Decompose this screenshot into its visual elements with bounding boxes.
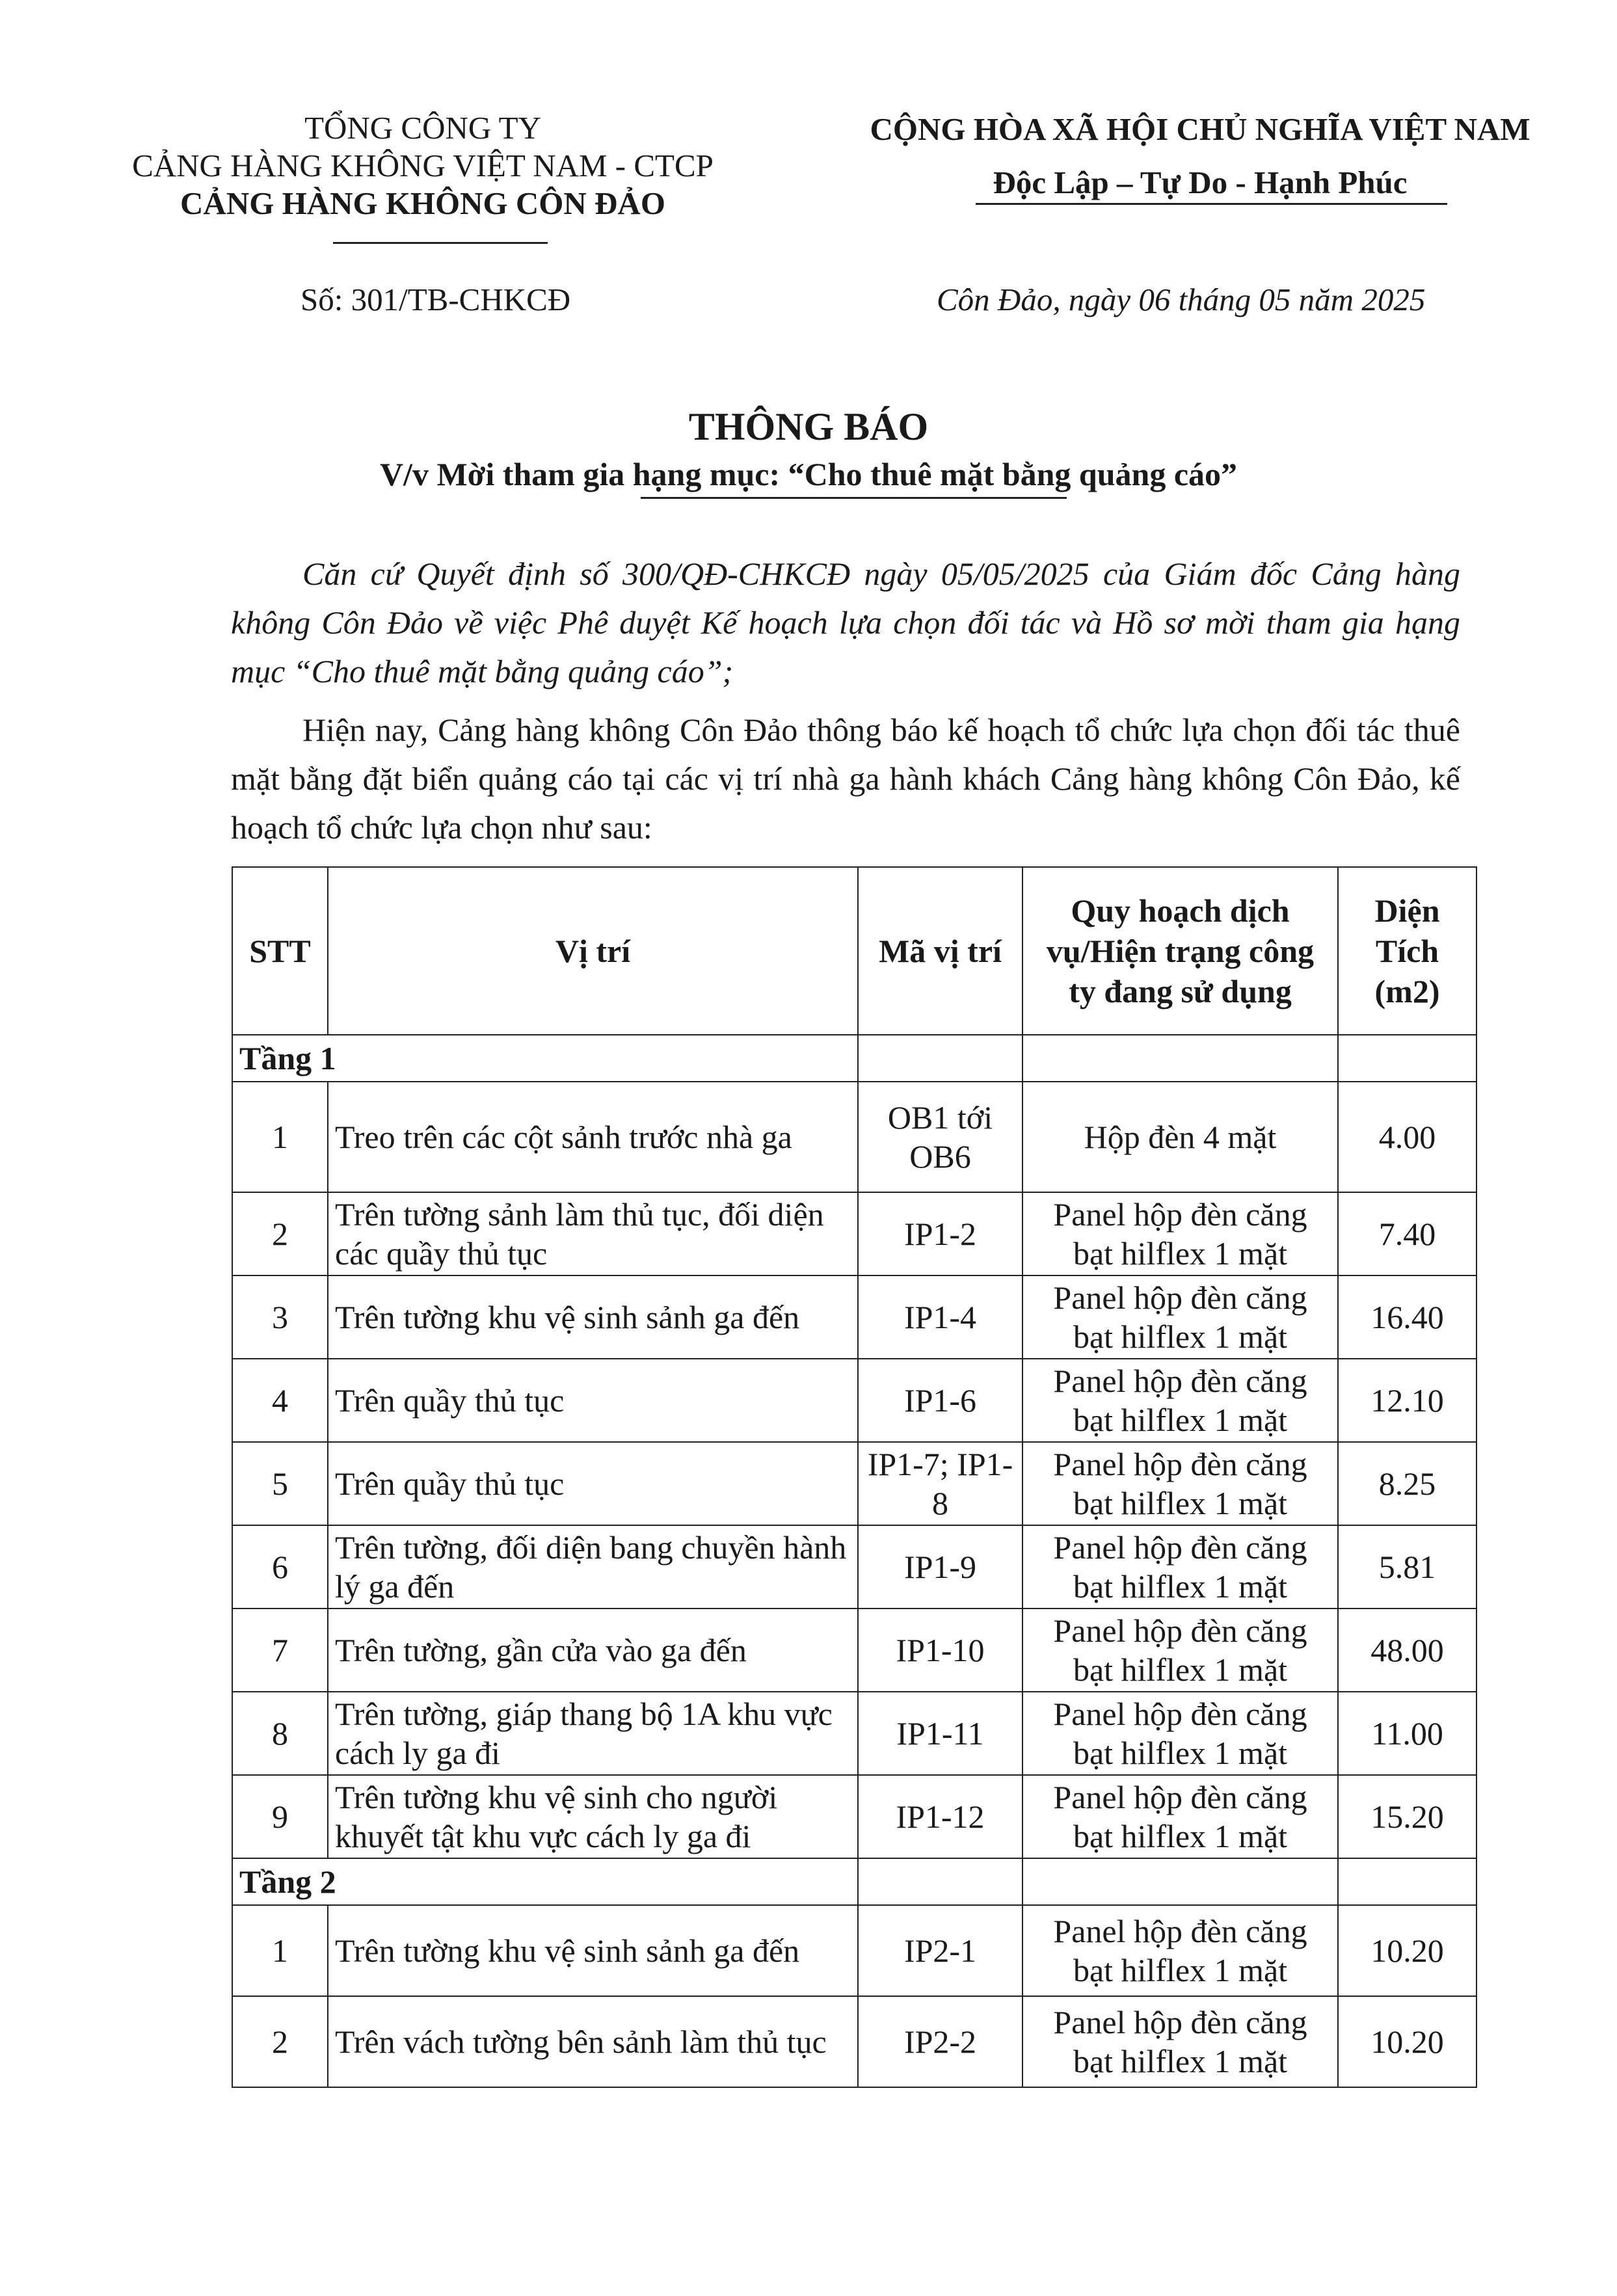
floor-label: Tầng 2 <box>232 1858 858 1905</box>
cell-code: IP1-7; IP1-8 <box>858 1442 1022 1525</box>
cell-location: Trên tường sảnh làm thủ tục, đối diện các quầy thủ tục <box>328 1192 858 1275</box>
floor-label: Tầng 1 <box>232 1035 858 1082</box>
document-subject: V/v Mời tham gia hạng mục: “Cho thuê mặt bằng quảng cáo” <box>379 456 1238 492</box>
cell-service: Panel hộp đèn căng bạt hilflex 1 mặt <box>1022 1525 1338 1609</box>
cell-stt: 8 <box>232 1692 328 1775</box>
cell-area: 10.20 <box>1338 1996 1477 2087</box>
table-row <box>232 1082 1477 1192</box>
cell-stt: 1 <box>232 1905 328 1996</box>
national-heading <box>839 103 1561 209</box>
cell-service: Panel hộp đèn căng bạt hilflex 1 mặt <box>1022 1442 1338 1525</box>
announcement-paragraph <box>231 706 1460 852</box>
cell-stt: 3 <box>232 1275 328 1359</box>
cell-code: IP1-6 <box>858 1359 1022 1442</box>
cell-service: Panel hộp đèn căng bạt hilflex 1 mặt <box>1022 1905 1338 1996</box>
table-row <box>232 1905 1477 1996</box>
header-area: Diện Tích (m2) <box>1338 867 1477 1035</box>
cell-stt: 9 <box>232 1775 328 1858</box>
nation-name: CỘNG HÒA XÃ HỘI CHỦ NGHĨA VIỆT NAM <box>870 111 1530 147</box>
cell-service: Hộp đèn 4 mặt <box>1022 1082 1338 1192</box>
cell-service: Panel hộp đèn căng bạt hilflex 1 mặt <box>1022 1609 1338 1692</box>
cell-code: OB1 tới OB6 <box>858 1082 1022 1192</box>
cell-code: IP1-4 <box>858 1275 1022 1359</box>
table-row <box>232 1359 1477 1442</box>
org-name: CẢNG HÀNG KHÔNG CÔN ĐẢO <box>180 185 665 221</box>
cell-stt: 1 <box>232 1082 328 1192</box>
cell-area: 8.25 <box>1338 1442 1477 1525</box>
paragraph-text: Hiện nay, Cảng hàng không Côn Đảo thông báo kế hoạch tổ chức lựa chọn đối tác thuê mặt bằng đặt biển quảng cáo tại các vị trí nhà ga hành khách Cảng hàng không Côn Đảo, kế hoạch tổ chức lựa chọn như sau: <box>231 712 1460 846</box>
cell-area: 16.40 <box>1338 1275 1477 1359</box>
cell-code: IP2-2 <box>858 1996 1022 2087</box>
cell-stt: 4 <box>232 1359 328 1442</box>
document-title: THÔNG BÁO <box>688 405 929 448</box>
cell-area: 12.10 <box>1338 1359 1477 1442</box>
cell-area: 11.00 <box>1338 1692 1477 1775</box>
cell-code: IP1-9 <box>858 1525 1022 1609</box>
cell-service: Panel hộp đèn căng bạt hilflex 1 mặt <box>1022 1192 1338 1275</box>
header-location: Vị trí <box>328 867 858 1035</box>
table-row <box>232 1275 1477 1359</box>
national-motto: Độc Lập – Tự Do - Hạnh Phúc <box>993 165 1408 200</box>
cell-location: Trên quầy thủ tục <box>328 1359 858 1442</box>
org-parent-line2: CẢNG HÀNG KHÔNG VIỆT NAM - CTCP <box>132 148 714 183</box>
document-date: Côn Đảo, ngày 06 tháng 05 năm 2025 <box>937 282 1426 317</box>
table-row <box>232 1996 1477 2087</box>
legal-basis-paragraph <box>231 550 1460 696</box>
cell-location: Treo trên các cột sảnh trước nhà ga <box>328 1082 858 1192</box>
org-parent-line1: TỔNG CÔNG TY <box>304 110 541 146</box>
cell-code: IP1-2 <box>858 1192 1022 1275</box>
cell-code: IP1-10 <box>858 1609 1022 1692</box>
cell-area: 4.00 <box>1338 1082 1477 1192</box>
cell-area: 7.40 <box>1338 1192 1477 1275</box>
cell-stt: 5 <box>232 1442 328 1525</box>
cell-code: IP2-1 <box>858 1905 1022 1996</box>
cell-stt: 7 <box>232 1609 328 1692</box>
cell-stt: 2 <box>232 1192 328 1275</box>
cell-service: Panel hộp đèn căng bạt hilflex 1 mặt <box>1022 1275 1338 1359</box>
table-row <box>232 1442 1477 1525</box>
issuing-organization <box>98 109 748 222</box>
table-row <box>232 1525 1477 1609</box>
table-row <box>232 1775 1477 1858</box>
cell-location: Trên vách tường bên sảnh làm thủ tục <box>328 1996 858 2087</box>
cell-location: Trên tường khu vệ sinh sảnh ga đến <box>328 1275 858 1359</box>
floor-group-row <box>232 1858 1477 1905</box>
cell-location: Trên tường, gần cửa vào ga đến <box>328 1609 858 1692</box>
cell-location: Trên tường, đối diện bang chuyền hành lý ga đến <box>328 1525 858 1609</box>
cell-location: Trên quầy thủ tục <box>328 1442 858 1525</box>
cell-service: Panel hộp đèn căng bạt hilflex 1 mặt <box>1022 1692 1338 1775</box>
table-header-row <box>232 867 1477 1035</box>
org-underline <box>333 242 548 244</box>
cell-service: Panel hộp đèn căng bạt hilflex 1 mặt <box>1022 1775 1338 1858</box>
cell-area: 48.00 <box>1338 1609 1477 1692</box>
table-row <box>232 1692 1477 1775</box>
cell-stt: 2 <box>232 1996 328 2087</box>
floor-group-row <box>232 1035 1477 1082</box>
document-number: Số: 301/TB-CHKCĐ <box>301 282 571 317</box>
cell-code: IP1-12 <box>858 1775 1022 1858</box>
header-code: Mã vị trí <box>858 867 1022 1035</box>
cell-location: Trên tường, giáp thang bộ 1A khu vực cách ly ga đi <box>328 1692 858 1775</box>
table-row <box>232 1192 1477 1275</box>
cell-area: 15.20 <box>1338 1775 1477 1858</box>
advertising-locations-table <box>232 866 1477 2088</box>
subject-underline <box>641 497 1067 499</box>
motto-underline <box>976 203 1447 205</box>
cell-code: IP1-11 <box>858 1692 1022 1775</box>
cell-service: Panel hộp đèn căng bạt hilflex 1 mặt <box>1022 1996 1338 2087</box>
cell-stt: 6 <box>232 1525 328 1609</box>
cell-area: 10.20 <box>1338 1905 1477 1996</box>
cell-location: Trên tường khu vệ sinh cho người khuyết tật khu vực cách ly ga đi <box>328 1775 858 1858</box>
paragraph-text: Căn cứ Quyết định số 300/QĐ-CHKCĐ ngày 05/05/2025 của Giám đốc Cảng hàng không Côn Đảo về việc Phê duyệt Kế hoạch lựa chọn đối tác và Hồ sơ mời tham gia hạng mục “Cho thuê mặt bằng quảng cáo”; <box>231 555 1460 689</box>
header-stt: STT <box>232 867 328 1035</box>
header-service: Quy hoạch dịch vụ/Hiện trạng công ty đang sử dụng <box>1022 867 1338 1035</box>
cell-area: 5.81 <box>1338 1525 1477 1609</box>
table-row <box>232 1609 1477 1692</box>
cell-location: Trên tường khu vệ sinh sảnh ga đến <box>328 1905 858 1996</box>
cell-service: Panel hộp đèn căng bạt hilflex 1 mặt <box>1022 1359 1338 1442</box>
